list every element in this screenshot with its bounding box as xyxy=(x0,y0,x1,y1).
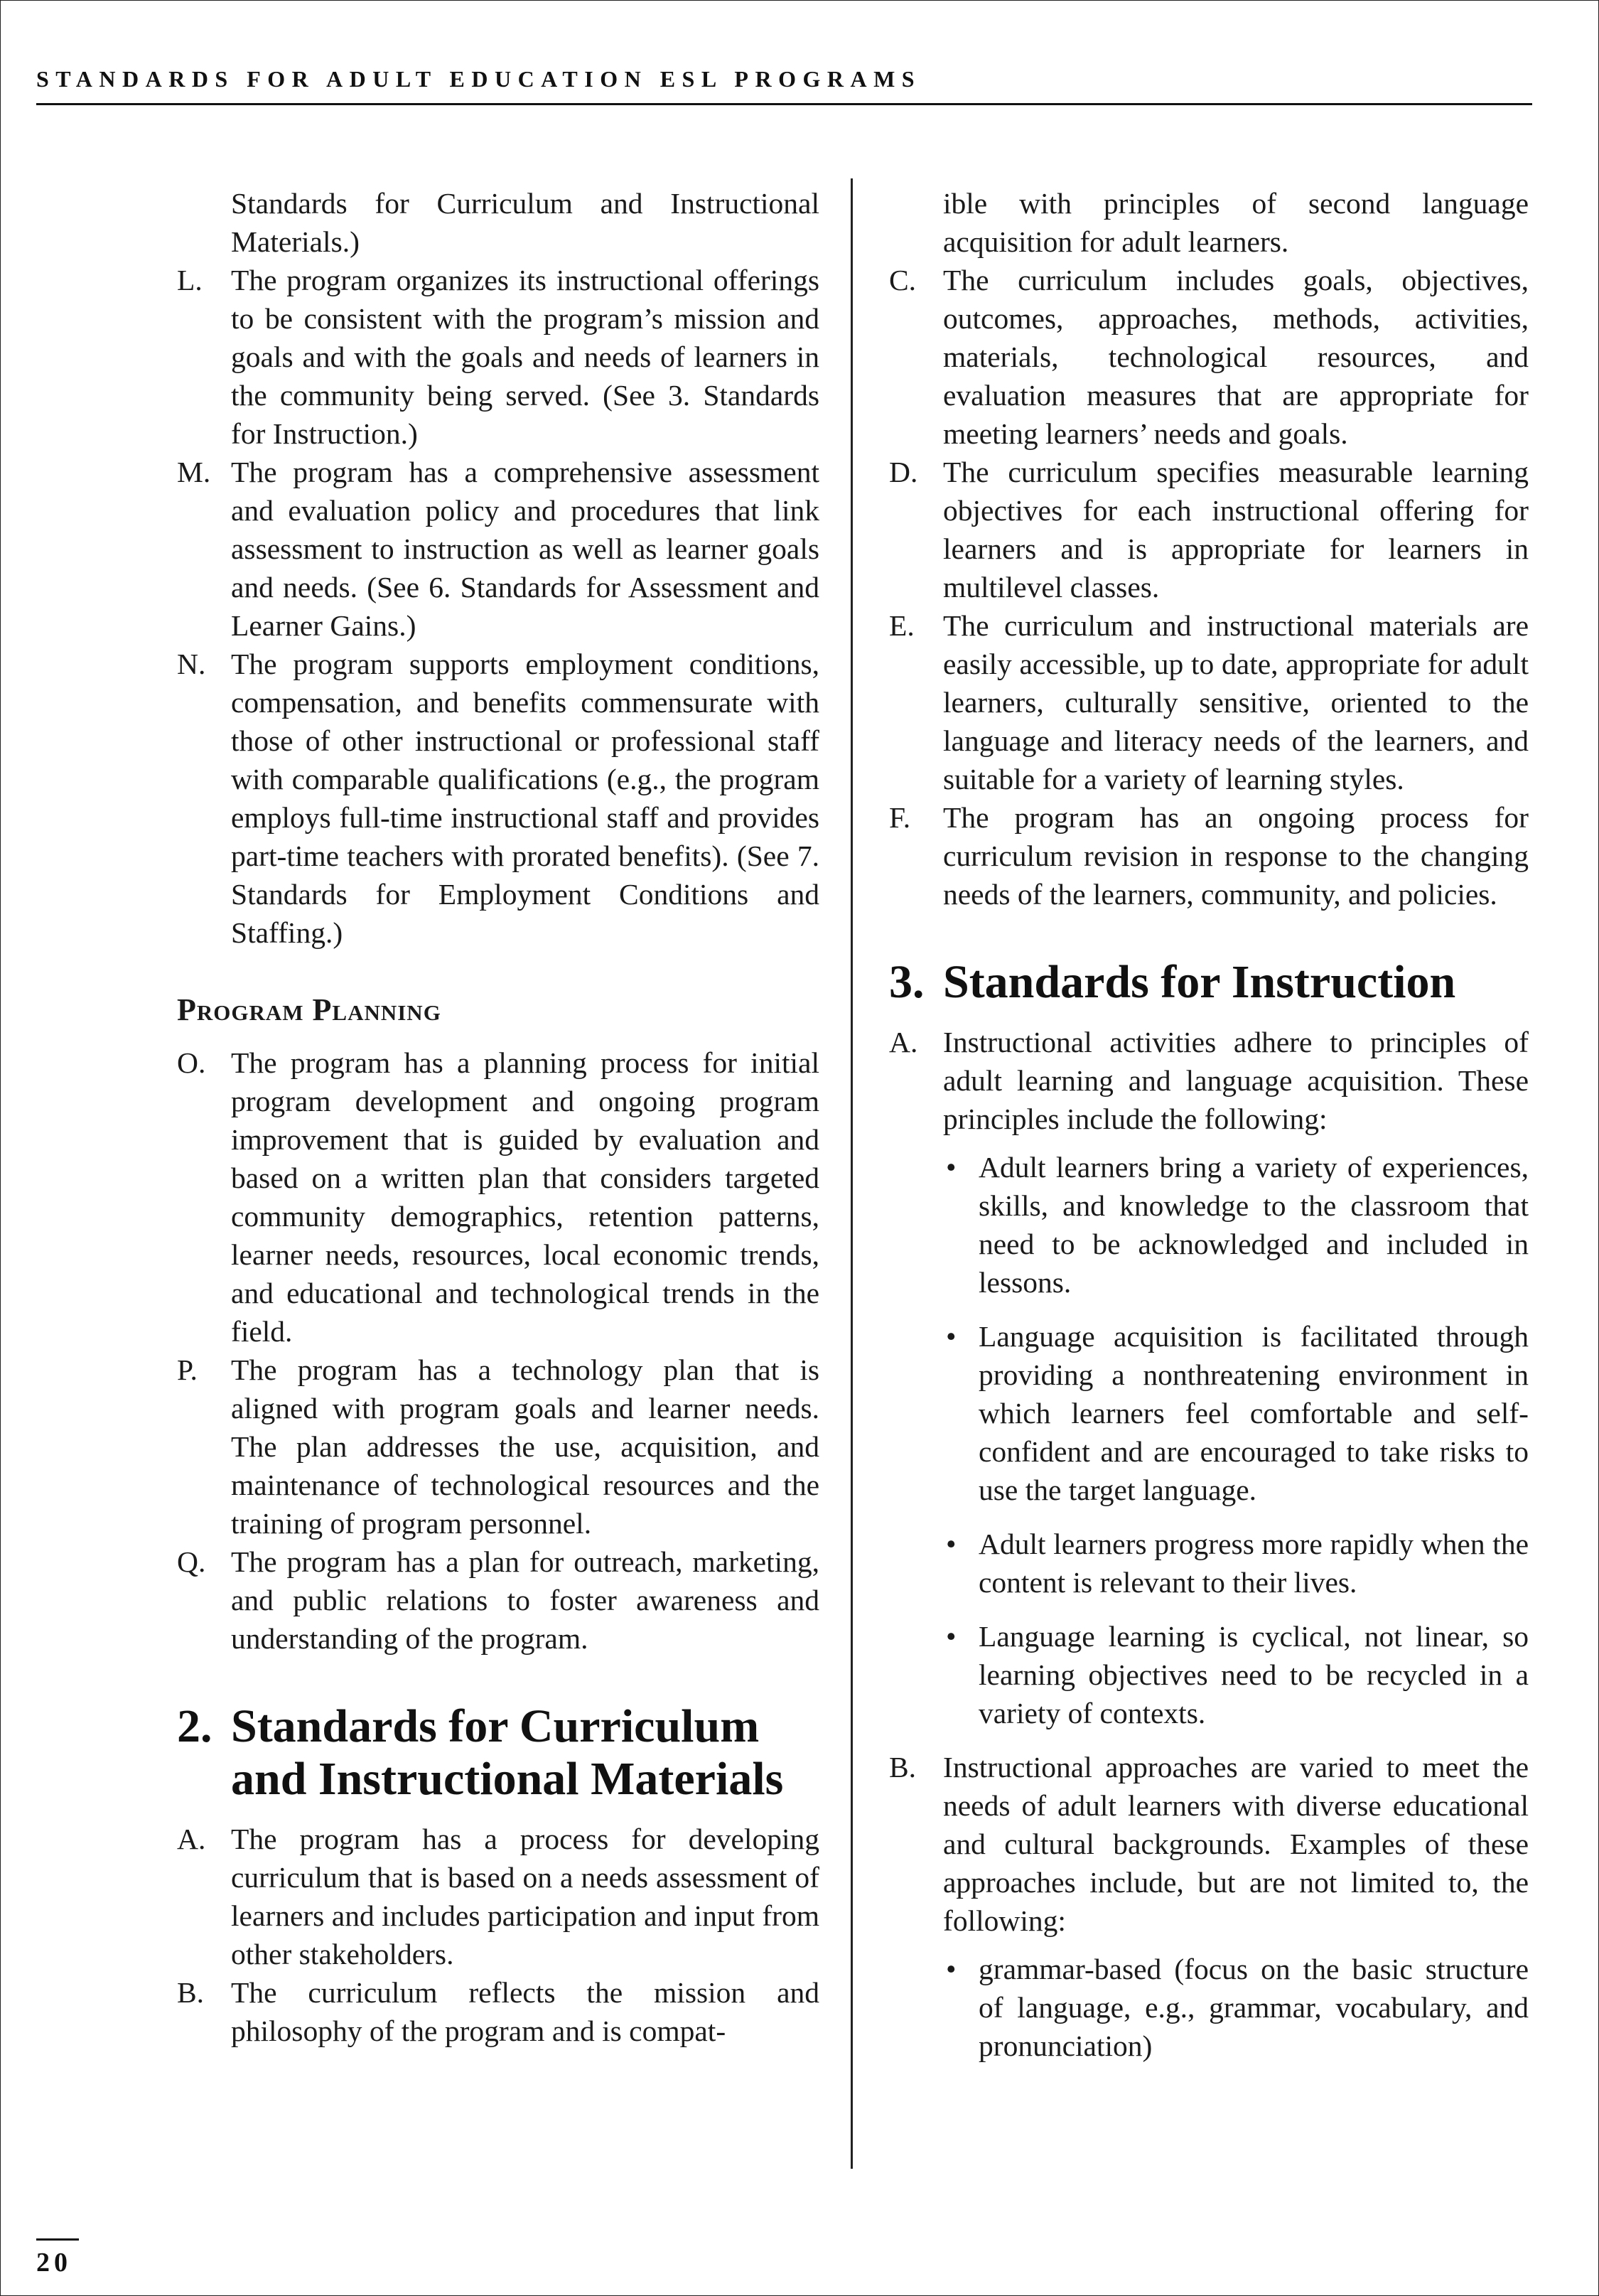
list-item-p xyxy=(177,1351,819,1543)
item-letter: B. xyxy=(889,1751,917,1783)
bullet-icon: • xyxy=(946,1320,957,1353)
bullet-icon: • xyxy=(946,1953,957,1985)
item-letter: M. xyxy=(177,456,211,488)
bullet-list-a xyxy=(889,1148,1529,1732)
list-item-n xyxy=(177,645,819,952)
program-planning-subheading: Program Planning xyxy=(177,992,441,1027)
continuation-text: Standards for Curriculum and Instructional Materials.) xyxy=(231,187,819,258)
item-letter: A. xyxy=(177,1823,206,1855)
list-item-m xyxy=(177,453,819,645)
item-letter: N. xyxy=(177,648,206,680)
item-text: The curriculum and instructional materials are easily accessible, up to date, appropriate for adult learners, culturally sensitive, oriented to the language and literacy needs of the learners, and suitable for a variety of learning styles. xyxy=(943,609,1529,795)
item-letter: O. xyxy=(177,1046,206,1079)
bullet-item xyxy=(889,1148,1529,1302)
section-3-heading xyxy=(889,956,1529,1009)
item-text: Instructional activities adhere to principles of adult learning and language acquisition. These principles include the following: xyxy=(943,1026,1529,1135)
list-item-e xyxy=(889,606,1529,798)
list-item-c xyxy=(889,261,1529,453)
item-text: The program has a technology plan that is aligned with program goals and learner needs. The plan addresses the use, acquisition, and maintenance of technological resources and the training of program personnel. xyxy=(231,1353,819,1540)
item-text: The program has an ongoing process for curriculum revision in response to the changing needs of the learners, community, and policies. xyxy=(943,801,1529,911)
item-letter: E. xyxy=(889,609,915,642)
bullet-text: Language learning is cyclical, not linear, so learning objectives need to be recycled in a variety of contexts. xyxy=(979,1620,1529,1729)
item-text: The program has a process for developing curriculum that is based on a needs assessment of learners and includes participation and input from other stakeholders. xyxy=(231,1823,819,1970)
list-item-b xyxy=(889,1748,1529,1940)
item-letter: D. xyxy=(889,456,918,488)
continuation-text: ible with principles of second language acquisition for adult learners. xyxy=(943,187,1529,258)
list-item-d xyxy=(889,453,1529,606)
right-column xyxy=(889,184,1529,2081)
item-text: The curriculum specifies measurable learning objectives for each instructional offering for learners and is appropriate for learners in multilevel classes. xyxy=(943,456,1529,603)
item-letter: C. xyxy=(889,264,917,296)
bullet-icon: • xyxy=(946,1528,957,1560)
section-number: 2. xyxy=(177,1700,212,1752)
item-letter: F. xyxy=(889,801,911,834)
list-item-q xyxy=(177,1543,819,1658)
bullet-item xyxy=(889,1317,1529,1509)
bullet-icon: • xyxy=(946,1620,957,1653)
page-number: 20 xyxy=(36,2248,72,2278)
left-column xyxy=(177,184,819,2050)
list-item-l xyxy=(177,261,819,453)
bullet-icon: • xyxy=(946,1151,957,1184)
column-divider xyxy=(851,178,853,2169)
item-text: The program organizes its instructional offerings to be consistent with the program’s mission and goals and with the goals and needs of learners in the community being served. (See 3. Standards for Instruction.) xyxy=(231,264,819,450)
section-number: 3. xyxy=(889,956,925,1008)
bullet-text: Language acquisition is facilitated through providing a nonthreatening environment in which learners feel comfortable and self-confident and are encouraged to take risks to use the target language. xyxy=(979,1320,1529,1506)
item-text: The program has a comprehensive assessment and evaluation policy and procedures that link assessment to instruction as well as learner goals and needs. (See 6. Standards for Assessment and Learner Gains.) xyxy=(231,456,819,642)
item-letter: L. xyxy=(177,264,203,296)
item-letter: P. xyxy=(177,1353,198,1386)
item-letter: B. xyxy=(177,1976,205,2009)
item-text: The curriculum includes goals, objectives, outcomes, approaches, methods, activities, materials, technological resources, and evaluation measures that are appropriate for meeting learners’ needs and goals. xyxy=(943,264,1529,450)
section-2-heading xyxy=(177,1700,819,1806)
item-text: Instructional approaches are varied to meet the needs of adult learners with diverse educational and cultural backgrounds. Examples of these approaches include, but are not limited to, the following: xyxy=(943,1751,1529,1937)
bullet-item xyxy=(889,1617,1529,1732)
bullet-item xyxy=(889,1950,1529,2065)
bullet-list-b xyxy=(889,1950,1529,2065)
header-rule xyxy=(36,103,1532,105)
bullet-text: grammar-based (focus on the basic structure of language, e.g., grammar, vocabulary, and pronunciation) xyxy=(979,1953,1529,2062)
bullet-text: Adult learners progress more rapidly when the content is relevant to their lives. xyxy=(979,1528,1529,1599)
list-item-a xyxy=(889,1023,1529,1138)
folio-rule xyxy=(36,2238,79,2241)
section-title: Standards for Curriculum and Instructional Materials xyxy=(231,1700,784,1805)
list-item-a xyxy=(177,1820,819,1973)
item-text: The curriculum reflects the mission and philosophy of the program and is compat- xyxy=(231,1976,819,2047)
item-text: The program has a planning process for initial program development and ongoing program improvement that is guided by evaluation and based on a written plan that considers targeted community demographics, retention patterns, learner needs, resources, local economic trends, and educational and technological trends in the field. xyxy=(231,1046,819,1348)
list-item-f xyxy=(889,798,1529,913)
list-item-b xyxy=(177,1973,819,2050)
section-title: Standards for Instruction xyxy=(943,956,1456,1008)
item-text: The program supports employment conditions, compensation, and benefits commensurate with those of other instructional or professional staff with comparable qualifications (e.g., the program employs full-time instructional staff and provides part-time teachers with prorated benefits). (See 7. Standards for Employment Conditions and Staffing.) xyxy=(231,648,819,949)
bullet-item xyxy=(889,1525,1529,1602)
item-letter: Q. xyxy=(177,1545,206,1578)
bullet-text: Adult learners bring a variety of experiences, skills, and knowledge to the classroom that need to be acknowledged and included in lessons. xyxy=(979,1151,1529,1299)
running-head: STANDARDS FOR ADULT EDUCATION ESL PROGRAMS xyxy=(36,66,922,92)
item-letter: A. xyxy=(889,1026,918,1058)
list-item-o xyxy=(177,1044,819,1351)
item-text: The program has a plan for outreach, marketing, and public relations to foster awareness and understanding of the program. xyxy=(231,1545,819,1655)
